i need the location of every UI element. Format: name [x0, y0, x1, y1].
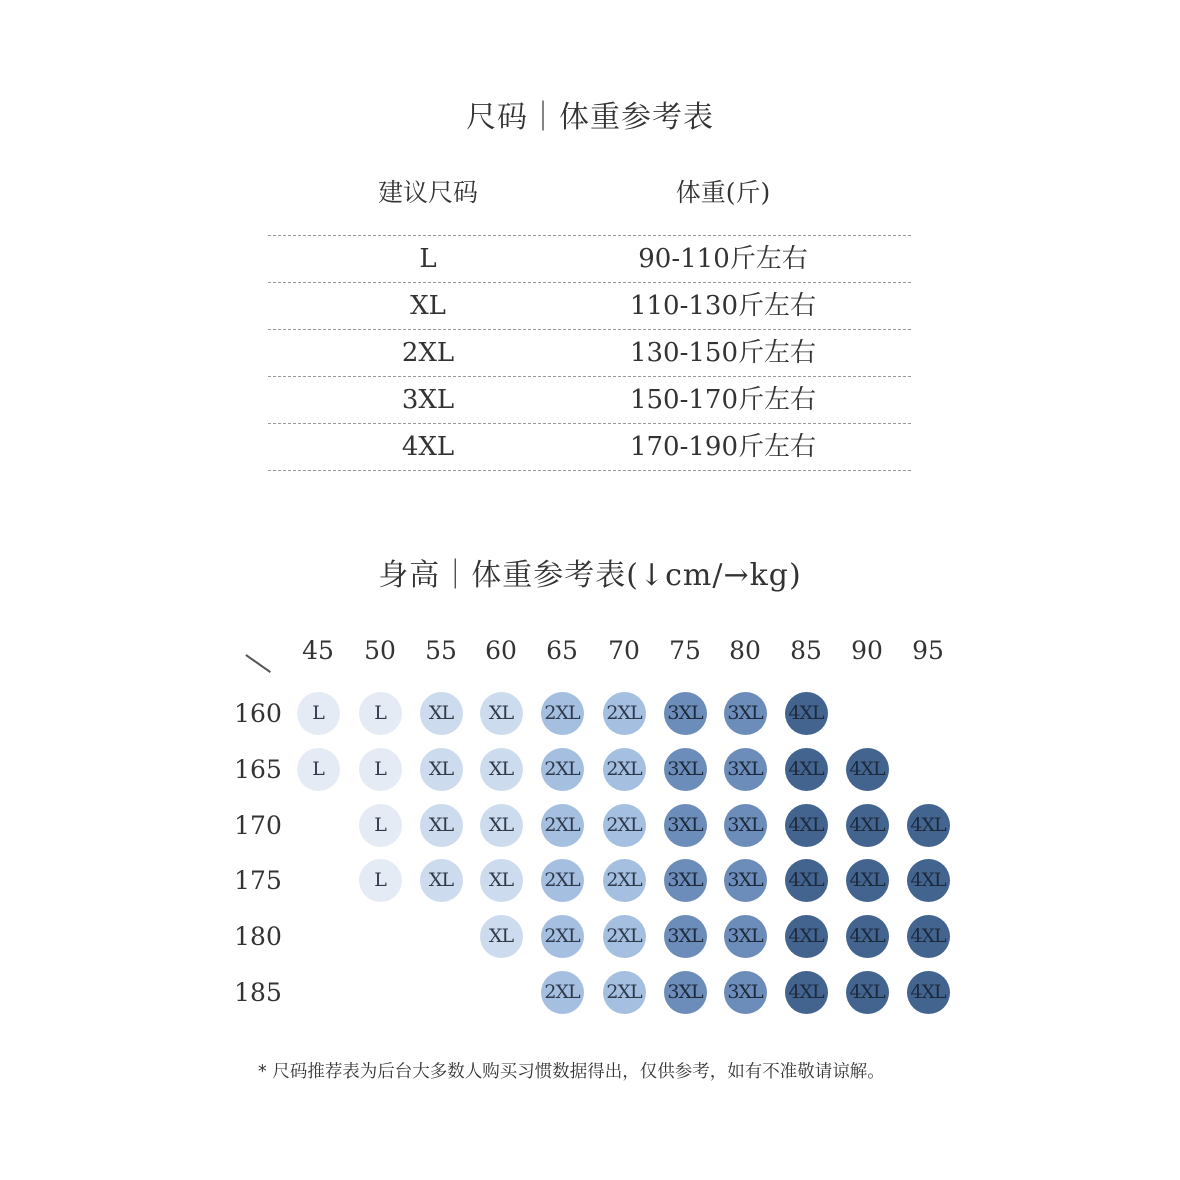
size-cell: XL — [420, 692, 463, 735]
size-cell: XL — [420, 859, 463, 902]
size-cell: 4XL — [846, 971, 889, 1014]
size-cell: 2XL — [603, 915, 646, 958]
size-cell: 4XL — [846, 859, 889, 902]
size-cell: 4XL — [846, 804, 889, 847]
footnote: * 尺码推荐表为后台大多数人购买习惯数据得出，仅供参考，如有不准敬请谅解。 — [258, 1062, 885, 1082]
size-cell: XL — [480, 915, 523, 958]
grid-title: 身高｜体重参考表(↓cm/→kg) — [378, 558, 802, 593]
weight-column-header: 75 — [669, 636, 701, 665]
size-cell: 3XL — [664, 748, 707, 791]
row-weight: 150-170斤左右 — [629, 385, 817, 415]
size-cell: 2XL — [541, 804, 584, 847]
size-cell: L — [359, 692, 402, 735]
weight-column-header: 50 — [364, 636, 396, 665]
row-size: 3XL — [401, 385, 455, 415]
size-cell: L — [297, 692, 340, 735]
size-cell: XL — [420, 804, 463, 847]
row-size: XL — [410, 291, 446, 321]
size-cell: 3XL — [664, 915, 707, 958]
size-cell: 4XL — [907, 804, 950, 847]
size-cell: 4XL — [846, 748, 889, 791]
header-size: 建议尺码 — [377, 178, 478, 207]
size-cell: 2XL — [603, 692, 646, 735]
size-table-title: 尺码｜体重参考表 — [466, 100, 714, 135]
row-weight: 90-110斤左右 — [638, 244, 808, 274]
size-cell: L — [359, 859, 402, 902]
size-cell: 4XL — [785, 915, 828, 958]
size-cell: 4XL — [907, 971, 950, 1014]
size-cell: 2XL — [603, 804, 646, 847]
height-row-header: 185 — [234, 978, 282, 1007]
row-weight: 110-130斤左右 — [629, 291, 817, 321]
size-cell: L — [359, 804, 402, 847]
size-cell: 2XL — [603, 971, 646, 1014]
row-weight: 170-190斤左右 — [629, 432, 817, 462]
size-cell: 2XL — [603, 859, 646, 902]
size-cell: 3XL — [724, 692, 767, 735]
size-cell: 4XL — [907, 915, 950, 958]
size-cell: XL — [420, 748, 463, 791]
size-cell: 3XL — [664, 859, 707, 902]
size-cell: XL — [480, 859, 523, 902]
row-size: 2XL — [401, 338, 455, 368]
weight-column-header: 45 — [302, 636, 334, 665]
size-cell: 3XL — [724, 971, 767, 1014]
size-cell: 2XL — [603, 748, 646, 791]
size-cell: 3XL — [724, 804, 767, 847]
row-weight: 130-150斤左右 — [629, 338, 817, 368]
size-cell: 4XL — [785, 748, 828, 791]
size-cell: 4XL — [785, 859, 828, 902]
weight-column-header: 95 — [912, 636, 944, 665]
size-cell: 2XL — [541, 859, 584, 902]
height-row-header: 180 — [234, 922, 282, 951]
size-cell: 3XL — [664, 692, 707, 735]
weight-column-header: 70 — [608, 636, 640, 665]
height-row-header: 175 — [234, 866, 282, 895]
size-cell: 2XL — [541, 748, 584, 791]
header-weight: 体重(斤) — [675, 178, 771, 207]
size-cell: 3XL — [724, 859, 767, 902]
size-cell: L — [297, 748, 340, 791]
height-row-header: 160 — [234, 699, 282, 728]
size-cell: 2XL — [541, 915, 584, 958]
size-cell: 2XL — [541, 971, 584, 1014]
weight-column-header: 55 — [425, 636, 457, 665]
weight-column-header: 80 — [729, 636, 761, 665]
size-cell: 4XL — [785, 692, 828, 735]
size-cell: 4XL — [846, 915, 889, 958]
size-cell: 4XL — [907, 859, 950, 902]
size-cell: 2XL — [541, 692, 584, 735]
size-cell: XL — [480, 748, 523, 791]
corner-slash-divider — [246, 654, 271, 672]
row-size: 4XL — [401, 432, 455, 462]
height-row-header: 165 — [234, 755, 282, 784]
weight-column-header: 60 — [485, 636, 517, 665]
size-cell: L — [359, 748, 402, 791]
size-cell: 4XL — [785, 804, 828, 847]
weight-column-header: 90 — [851, 636, 883, 665]
size-cell: 3XL — [664, 804, 707, 847]
size-cell: 3XL — [664, 971, 707, 1014]
size-cell: 3XL — [724, 915, 767, 958]
size-cell: XL — [480, 804, 523, 847]
weight-column-header: 85 — [790, 636, 822, 665]
row-size: L — [419, 244, 437, 274]
size-cell: XL — [480, 692, 523, 735]
size-cell: 4XL — [785, 971, 828, 1014]
height-row-header: 170 — [234, 811, 282, 840]
size-cell: 3XL — [724, 748, 767, 791]
weight-column-header: 65 — [546, 636, 578, 665]
